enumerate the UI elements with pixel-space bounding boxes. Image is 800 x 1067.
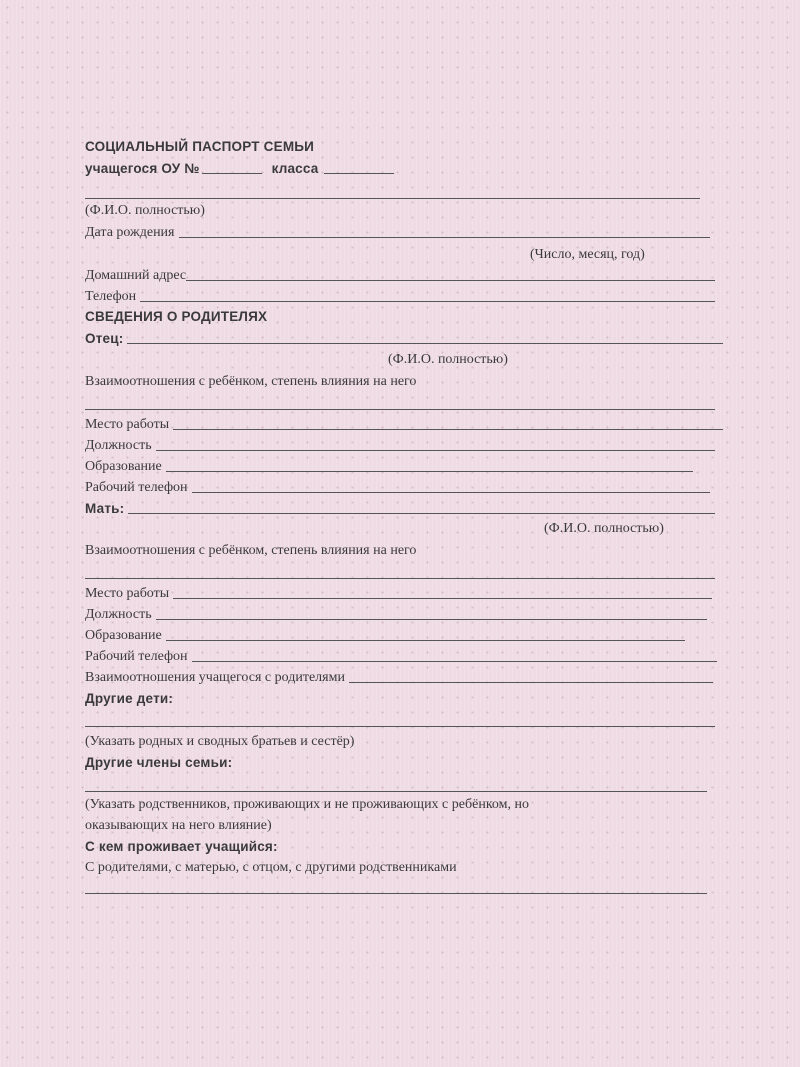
father-label: Отец:: [85, 331, 124, 346]
form-title: СОЦИАЛЬНЫЙ ПАСПОРТ СЕМЬИ: [85, 139, 315, 154]
father-position-field[interactable]: [156, 450, 715, 451]
mother-relation-field[interactable]: [85, 578, 715, 579]
birth-date-label: Дата рождения: [85, 225, 175, 240]
father-line: [85, 328, 723, 349]
other-children-hint: (Указать родных и сводных братьев и сестёр): [85, 734, 355, 749]
mother-work-phone-label: Рабочий телефон: [85, 649, 188, 664]
lives-with-label: С кем проживает учащийся:: [85, 839, 278, 854]
home-address-label: Домашний адрес: [85, 268, 187, 283]
mother-relation-label: Взаимоотношения с ребёнком, степень влияния на него: [85, 543, 417, 558]
birth-date-line: [85, 222, 710, 243]
father-work-place-field[interactable]: [173, 429, 723, 430]
student-name-field[interactable]: [85, 198, 700, 199]
father-work-phone-field[interactable]: [192, 492, 710, 493]
mother-work-phone-line: [85, 646, 717, 667]
other-children-field[interactable]: [85, 726, 715, 727]
mother-work-phone-field[interactable]: [192, 661, 717, 662]
father-education-label: Образование: [85, 459, 162, 474]
mother-education-line: [85, 625, 685, 646]
father-work-place-label: Место работы: [85, 417, 170, 432]
class-field[interactable]: [324, 173, 394, 174]
father-position-line: [85, 435, 715, 456]
father-work-phone-label: Рабочий телефон: [85, 480, 188, 495]
father-education-line: [85, 456, 693, 477]
father-fio-hint: (Ф.И.О. полностью): [388, 352, 508, 367]
mother-education-label: Образование: [85, 628, 162, 643]
mother-education-field[interactable]: [166, 640, 685, 641]
mother-work-place-line: [85, 583, 712, 604]
father-relation-field[interactable]: [85, 409, 715, 410]
other-family-field[interactable]: [85, 791, 707, 792]
student-parents-relation-label: Взаимоотношения учащегося с родителями: [85, 670, 345, 685]
mother-position-label: Должность: [85, 607, 152, 622]
lives-with-options: С родителями, с матерью, с отцом, с другими родственниками: [85, 860, 457, 875]
class-label: класса: [271, 161, 319, 176]
mother-label: Мать:: [85, 501, 125, 516]
mother-name-field[interactable]: [128, 513, 715, 514]
student-parents-relation-line: [85, 667, 713, 688]
father-education-field[interactable]: [166, 471, 693, 472]
other-family-hint-1: (Указать родственников, проживающих и не проживающих с ребёнком, но: [85, 797, 529, 812]
lives-with-field[interactable]: [85, 893, 707, 894]
student-line: [85, 158, 445, 179]
phone-label: Телефон: [85, 289, 137, 304]
phone-line: [85, 286, 715, 307]
birth-date-hint: (Число, месяц, год): [530, 247, 645, 262]
other-family-hint-2: оказывающих на него влияние): [85, 818, 272, 833]
parents-heading: СВЕДЕНИЯ О РОДИТЕЛЯХ: [85, 309, 268, 324]
home-address-field[interactable]: [186, 280, 715, 281]
father-work-place-line: [85, 414, 723, 435]
birth-date-field[interactable]: [179, 237, 711, 238]
mother-fio-hint: (Ф.И.О. полностью): [544, 521, 664, 536]
father-name-field[interactable]: [127, 343, 723, 344]
mother-position-field[interactable]: [156, 619, 707, 620]
school-number-field[interactable]: [202, 173, 262, 174]
mother-line: [85, 498, 715, 519]
other-family-label: Другие члены семьи:: [85, 755, 233, 770]
father-work-phone-line: [85, 477, 710, 498]
father-position-label: Должность: [85, 438, 152, 453]
mother-position-line: [85, 604, 707, 625]
student-prefix: учащегося ОУ №: [85, 161, 200, 176]
student-fio-hint: (Ф.И.О. полностью): [85, 203, 205, 218]
home-address-line: [85, 265, 715, 286]
father-relation-label: Взаимоотношения с ребёнком, степень влияния на него: [85, 374, 417, 389]
mother-work-place-label: Место работы: [85, 586, 170, 601]
student-parents-relation-field[interactable]: [349, 682, 713, 683]
other-children-label: Другие дети:: [85, 691, 174, 706]
phone-field[interactable]: [140, 301, 715, 302]
mother-work-place-field[interactable]: [173, 598, 712, 599]
